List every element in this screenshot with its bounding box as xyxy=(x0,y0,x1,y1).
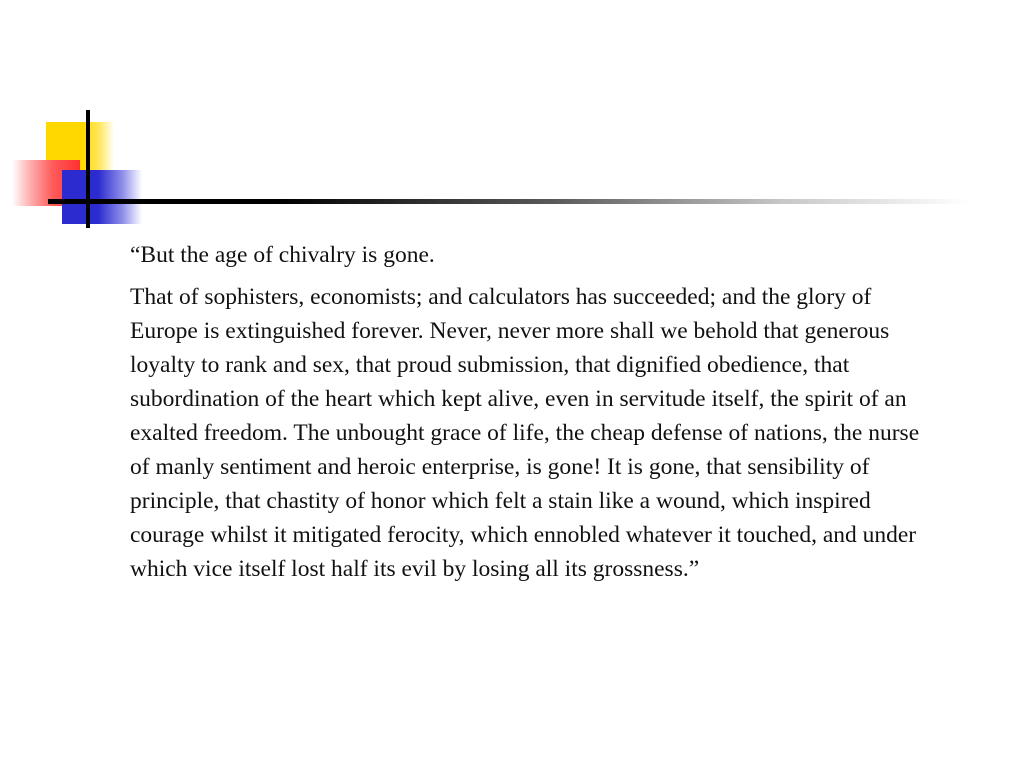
decorative-vertical-line xyxy=(86,110,90,228)
quote-body-paragraph: That of sophisters, economists; and calculators has succeeded; and the glory of Europe is extinguished forever. Never, never more shall we behold that generous loyalty to rank and sex, that proud submission, that dignified obedience, that subordination of the heart which kept alive, even in servitude itself, the spirit of an exalted freedom. The unbought grace of life, the cheap defense of nations, the nurse of manly sentiment and heroic enterprise, is gone! It is gone, that sensibility of principle, that chastity of honor which felt a stain like a wound, which inspired courage whilst it mitigated ferocity, which ennobled whatever it touched, and under which vice itself lost half its evil by losing all its grossness.” xyxy=(130,284,920,582)
title-divider-line xyxy=(48,199,968,204)
quote-opening-line: “But the age of chivalry is gone. xyxy=(130,242,435,268)
decorative-blue-square xyxy=(62,170,142,224)
slide-body xyxy=(130,238,940,586)
